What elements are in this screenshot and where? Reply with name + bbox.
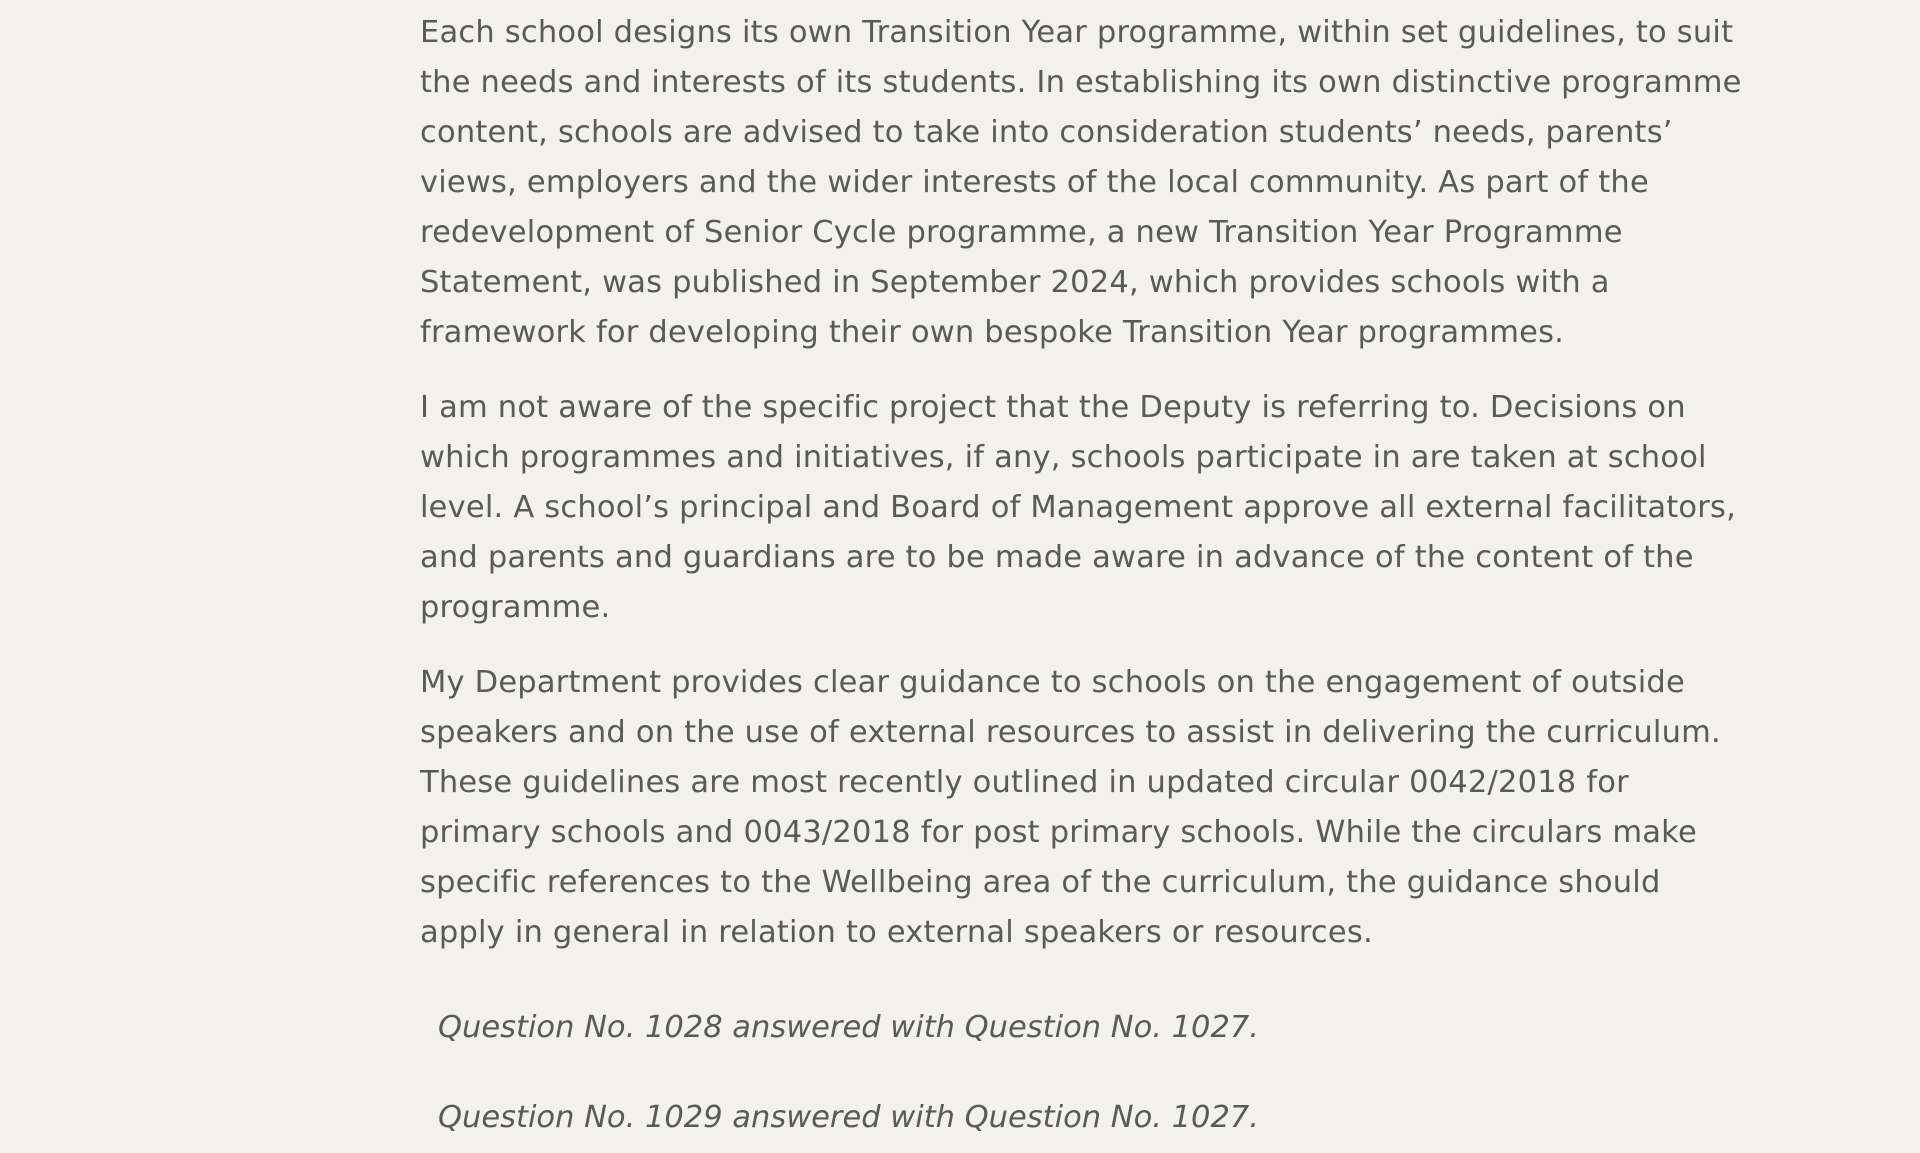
answer-paragraph-2: I am not aware of the specific project that the Deputy is referring to. Decisions on which programmes and initiatives, if any, schools participate in are taken at school level. A school’s principal and Board of Management approve all external facilitators, and parents and guardians are to be made aware in advance of the content of the programme. — [420, 390, 1737, 625]
answer-paragraph-3: My Department provides clear guidance to schools on the engagement of outside speakers and on the use of external resources to assist in delivering the curriculum. These guidelines are most recently outlined in updated circular 0042/2018 for primary schools and 0043/2018 for post primary schools. While the circulars make specific references to the Wellbeing area of the curriculum, the guidance should apply in general in relation to external speakers or resources. — [420, 665, 1721, 950]
answer-paragraph-1: Each school designs its own Transition Year programme, within set guidelines, to suit the needs and interests of its students. In establishing its own distinctive programme content, schools are advised to take into consideration students’ needs, parents’ views, employers and the wider interests of the local community. As part of the redevelopment of Senior Cycle programme, a new Transition Year Programme Statement, was published in September 2024, which provides schools with a framework for developing their own bespoke Transition Year programmes. — [420, 15, 1742, 350]
answered-with-note-1028: Question No. 1028 answered with Question No. 1027. — [438, 1010, 1259, 1045]
answered-with-note-1029: Question No. 1029 answered with Question No. 1027. — [438, 1100, 1259, 1135]
answer-body — [420, 8, 1750, 983]
